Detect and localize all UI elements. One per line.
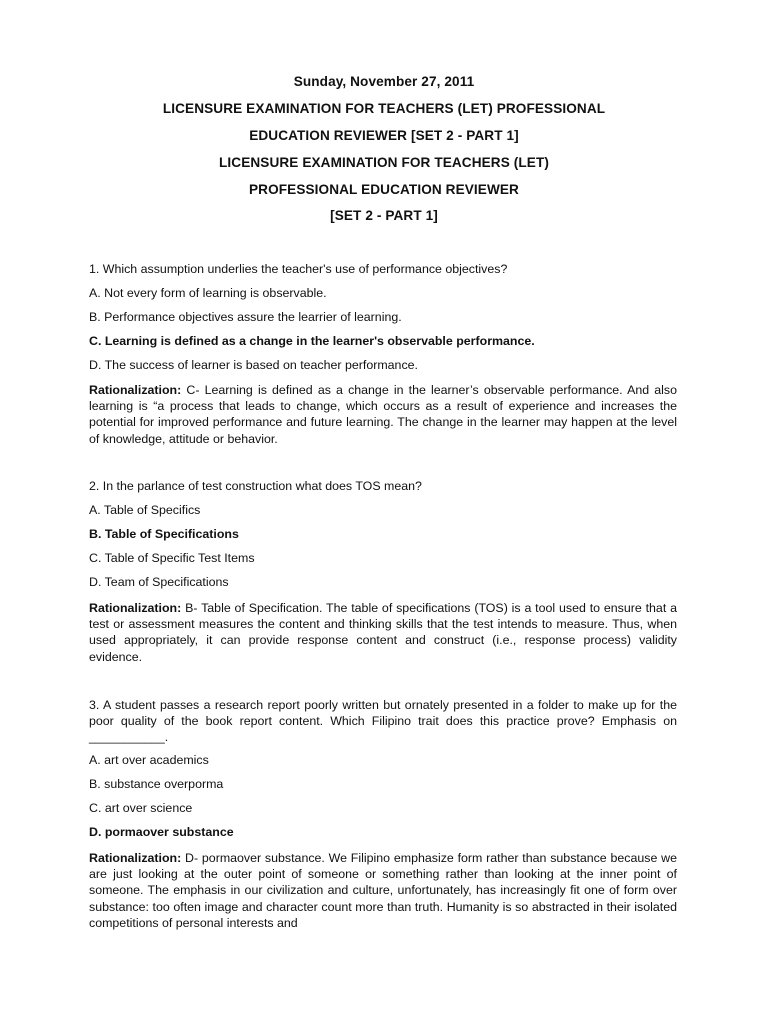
- question-3: 3. A student passes a research report poorly written but ornately presented in a folder to make up for the poor quality of the book report content. Which Filipino trait does this practice prove? Emphasis on ___________.: [89, 698, 677, 745]
- document-title-line-4: PROFESSIONAL EDUCATION REVIEWER: [249, 182, 519, 197]
- rationale-text: D- pormaover substance. We Filipino emphasize form rather than substance because we are just looking at the outer point of someone or something rather than looking at the inner point of someone. The emphasis in our civilization and culture, unfortunately, has increasingly fit one of form over substance: too often image and character count more than truth. Humanity is so abstracted in their isolated competitions of personal interests and: [89, 851, 677, 930]
- rationale-label: Rationalization:: [89, 851, 182, 865]
- rationale-text: B- Table of Specification. The table of specifications (TOS) is a tool used to ensure that a test or assessment measures the content and thinking skills that the test intends to measure. Thus, when used appropriately, it can provide response content and construct (i.e., response process) validity evidence.: [89, 601, 677, 664]
- question-1-option-c-answer: C. Learning is defined as a change in the learner's observable performance.: [89, 334, 535, 348]
- question-3-rationale: [89, 850, 677, 931]
- question-3-option-b: B. substance overporma: [89, 777, 224, 791]
- question-1-option-a: A. Not every form of learning is observable.: [89, 286, 327, 300]
- question-2-rationale: [89, 600, 677, 665]
- document-title-line-2: EDUCATION REVIEWER [SET 2 - PART 1]: [249, 128, 519, 143]
- document-date: Sunday, November 27, 2011: [293, 74, 475, 89]
- question-1-option-b: B. Performance objectives assure the learrier of learning.: [89, 310, 402, 324]
- question-2-option-c: C. Table of Specific Test Items: [89, 551, 255, 565]
- document-title-line-5: [SET 2 - PART 1]: [330, 208, 438, 223]
- rationale-label: Rationalization:: [89, 601, 182, 615]
- question-1-option-d: D. The success of learner is based on teacher performance.: [89, 358, 418, 372]
- question-3-option-d-answer: D. pormaover substance: [89, 825, 234, 839]
- question-1: 1. Which assumption underlies the teacher's use of performance objectives?: [89, 262, 508, 276]
- question-3-option-c: C. art over science: [89, 801, 193, 815]
- question-3-option-a: A. art over academics: [89, 753, 209, 767]
- document-title-line-1: LICENSURE EXAMINATION FOR TEACHERS (LET) PROFESSIONAL: [162, 101, 606, 116]
- question-2-option-d: D. Team of Specifications: [89, 575, 229, 589]
- rationale-label: Rationalization:: [89, 383, 182, 397]
- question-2-option-a: A. Table of Specifics: [89, 503, 201, 517]
- question-1-rationale: [89, 382, 677, 447]
- document-title-line-3: LICENSURE EXAMINATION FOR TEACHERS (LET): [219, 155, 549, 170]
- question-2-option-b-answer: B. Table of Specifications: [89, 527, 239, 541]
- question-2: 2. In the parlance of test construction what does TOS mean?: [89, 479, 422, 493]
- rationale-text: C- Learning is defined as a change in the learner’s observable performance. And also learning is “a process that leads to change, which occurs as a result of experience and increases the potential for improved performance and future learning. The change in the learner may happen at the level of knowledge, attitude or behavior.: [89, 383, 677, 446]
